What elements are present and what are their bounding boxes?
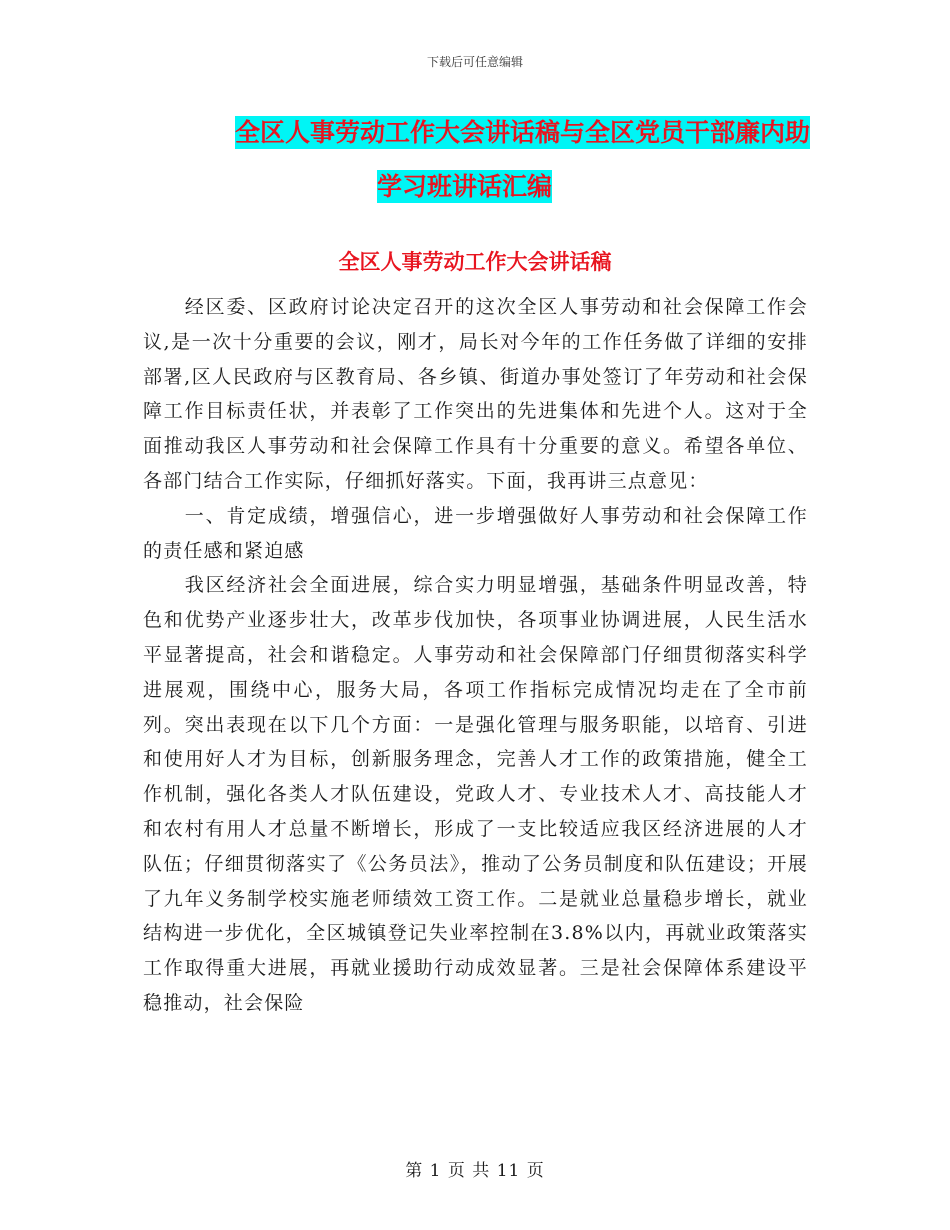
section-title: 全区人事劳动工作大会讲话稿 [338,250,612,274]
paragraph-heading-one: 一、肯定成绩，增强信心，进一步增强做好人事劳动和社会保障工作的责任感和紧迫感 [143,504,808,562]
header-note: 下载后可任意编辑 [426,55,523,69]
document-title [140,106,810,214]
document-title-line1-text: 全区人事劳动工作大会讲话稿与全区党员干部廉内助 [234,118,810,147]
document-title-line2 [140,160,810,214]
page-footer: 第 1 页 共 11 页 [405,1161,545,1181]
document-title-line2-text: 学习班讲话汇编 [377,172,553,201]
document-body [143,290,808,1021]
paragraph-achievements: 我区经济社会全面进展，综合实力明显增强，基础条件明显改善，特色和优势产业逐步壮大，改革步伐加快，各项事业协调进展，人民生活水平显著提高，社会和谐稳定。人事劳动和社会保障部门仔细贯彻落实科学进展观，围绕中心，服务大局，各项工作指标完成情况均走在了全市前列。突出表现在以下几个方面：一是强化管理与服务职能，以培育、引进和使用好人才为目标，创新服务理念，完善人才工作的政策措施，健全工作机制，强化各类人才队伍建设，党政人才、专业技术人才、高技能人才和农村有用人才总量不断增长，形成了一支比较适应我区经济进展的人才队伍；仔细贯彻落实了《公务员法》，推动了公务员制度和队伍建设；开展了九年义务制学校实施老师绩效工资工作。二是就业总量稳步增长，就业结构进一步优化，全区城镇登记失业率控制在3.8%以内，再就业政策落实工作取得重大进展，再就业援助行动成效显著。三是社会保障体系建设平稳推动，社会保险 [143,574,808,1014]
paragraph-intro: 经区委、区政府讨论决定召开的这次全区人事劳动和社会保障工作会议,是一次十分重要的会议，刚才，局长对今年的工作任务做了详细的安排部署,区人民政府与区教育局、各乡镇、街道办事处签订了年劳动和社会保障工作目标责任状，并表彰了工作突出的先进集体和先进个人。这对于全面推动我区人事劳动和社会保障工作具有十分重要的意义。希望各单位、各部门结合工作实际，仔细抓好落实。下面，我再讲三点意见： [143,296,808,492]
document-title-line1 [140,106,810,160]
